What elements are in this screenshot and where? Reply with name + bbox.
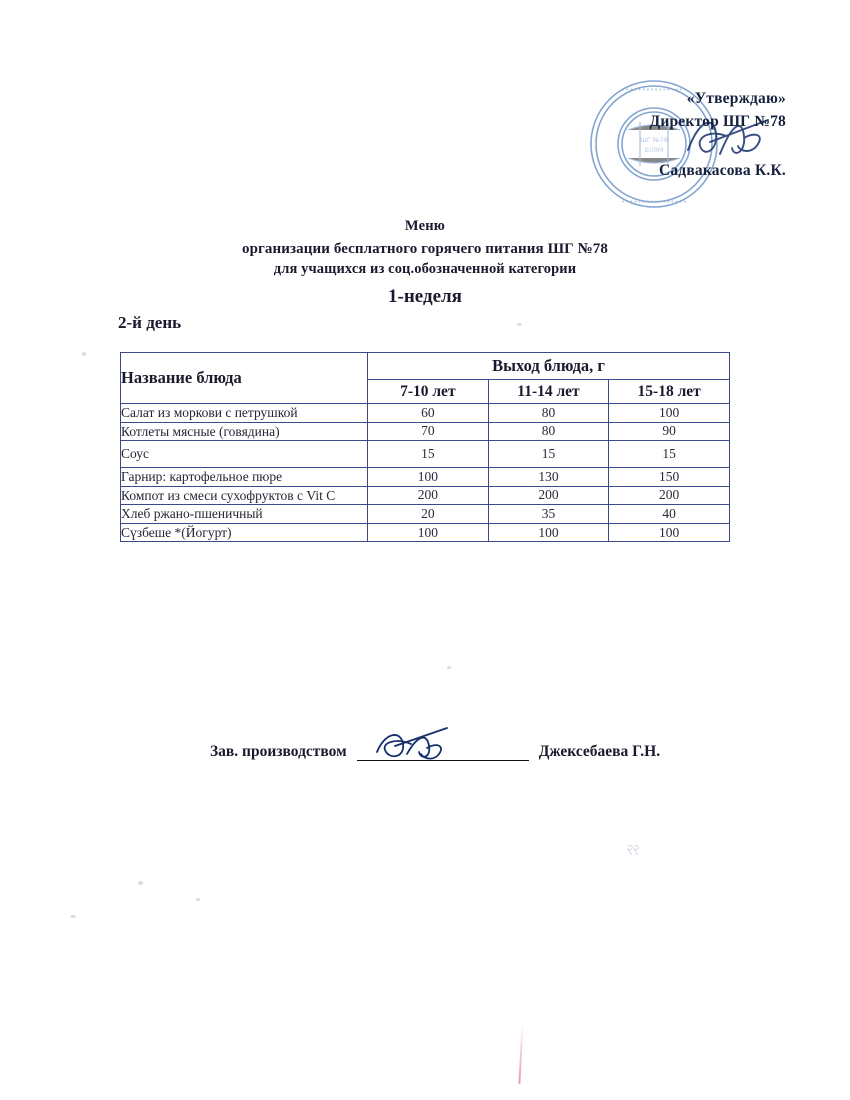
scan-speck	[196, 898, 200, 901]
header-output: Выход блюда, г	[368, 353, 730, 380]
portion-7-10: 100	[368, 523, 489, 542]
portion-7-10: 15	[368, 441, 489, 468]
table-header-row-1	[121, 353, 730, 380]
dish-name: Гарнир: картофельное пюре	[121, 468, 368, 487]
table-row	[121, 441, 730, 468]
table-row	[121, 468, 730, 487]
portion-7-10: 70	[368, 422, 489, 441]
portion-15-18: 150	[609, 468, 730, 487]
approval-line-director: Директор ШГ №78	[649, 112, 786, 130]
title-category: для учащихся из соц.обозначенной категории	[273, 261, 577, 277]
dish-name: Котлеты мясные (говядина)	[121, 422, 368, 441]
portion-11-14: 200	[488, 486, 609, 505]
dish-name: Хлеб ржано-пшеничный	[121, 505, 368, 524]
footer-signature-row	[210, 740, 730, 761]
header-age-7-10: 7-10 лет	[368, 380, 489, 404]
title-menu: Меню	[404, 218, 446, 234]
portion-15-18: 100	[609, 404, 730, 423]
dish-name: Салат из моркови с петрушкой	[121, 404, 368, 423]
header-age-15-18: 15-18 лет	[609, 380, 730, 404]
title-block	[0, 218, 850, 308]
portion-7-10: 100	[368, 468, 489, 487]
portion-11-14: 15	[488, 441, 609, 468]
portion-11-14: 35	[488, 505, 609, 524]
table-row	[121, 486, 730, 505]
portion-7-10: 20	[368, 505, 489, 524]
portion-7-10: 60	[368, 404, 489, 423]
menu-table-wrapper	[120, 352, 730, 542]
approval-line-name: Садвакасова К.К.	[658, 161, 786, 179]
approval-line-utverzhdayu: «Утверждаю»	[686, 90, 786, 107]
approval-block	[486, 88, 786, 183]
table-row	[121, 505, 730, 524]
portion-15-18: 200	[609, 486, 730, 505]
portion-11-14: 80	[488, 422, 609, 441]
svg-text:БІЛІМ: БІЛІМ	[644, 146, 664, 154]
scan-speck	[138, 881, 143, 885]
header-dish-name: Название блюда	[121, 353, 368, 404]
table-row	[121, 422, 730, 441]
table-row	[121, 404, 730, 423]
portion-15-18: 40	[609, 505, 730, 524]
scan-smudge: ၃၃	[627, 841, 640, 853]
svg-text:••••••••••••••••: ••••••••••••••••	[620, 198, 688, 206]
portion-11-14: 80	[488, 404, 609, 423]
dish-name: Сүзбеше *(Йогурт)	[121, 523, 368, 542]
scan-speck	[70, 915, 76, 918]
footer-role-label: Зав. производством	[210, 743, 347, 760]
svg-text:••••••••••••••••: ••••••••••••••••	[620, 86, 688, 94]
portion-15-18: 100	[609, 523, 730, 542]
table-row	[121, 523, 730, 542]
menu-table	[120, 352, 730, 542]
portion-11-14: 130	[488, 468, 609, 487]
svg-text:ШГ №78: ШГ №78	[639, 136, 669, 144]
portion-15-18: 90	[609, 422, 730, 441]
footer-person-name: Джексебаева Г.Н.	[538, 743, 661, 760]
title-organization: организации бесплатного горячего питания ШГ №78	[241, 241, 609, 257]
day-label: 2-й день	[118, 313, 182, 332]
dish-name: Компот из смеси сухофруктов с Vit C	[121, 486, 368, 505]
scan-speck	[517, 323, 522, 326]
scan-speck	[447, 666, 451, 669]
portion-11-14: 100	[488, 523, 609, 542]
production-manager-signature	[357, 740, 529, 761]
title-week: 1-неделя	[388, 286, 462, 307]
dish-name: Соус	[121, 441, 368, 468]
scan-streak	[518, 1022, 523, 1084]
header-age-11-14: 11-14 лет	[488, 380, 609, 404]
portion-15-18: 15	[609, 441, 730, 468]
scan-speck	[82, 352, 86, 356]
portion-7-10: 200	[368, 486, 489, 505]
